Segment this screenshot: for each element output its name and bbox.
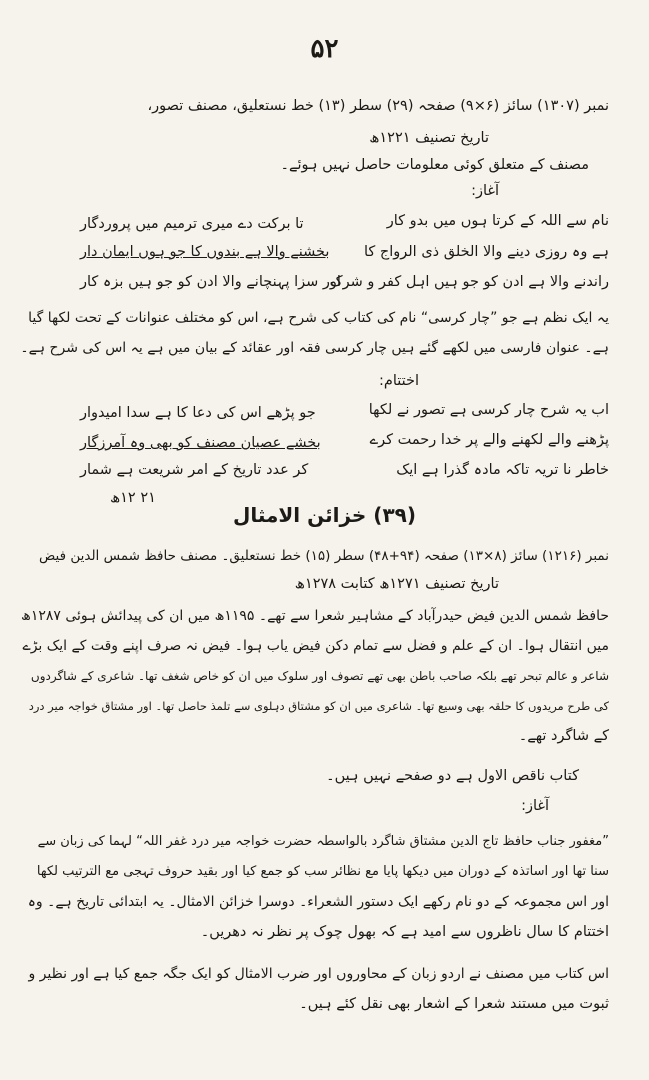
entry2-bio-line: کی طرح مریدوں کا حلقہ بھی وسیع تھا۔ شاعری میں ان کو مشتاق دہلوی سے تلمذ حاصل تھا۔ اور مشتاق خواجہ میر درد <box>28 699 609 713</box>
verse-left: بخشے عصیان مصنف کو بھی وہ آمرزگار <box>80 435 321 451</box>
entry1-date-line: تاریخ تصنیف ۱۲۲۱ھ <box>369 130 489 146</box>
verse-left: تا برکت دے میری ترمیم میں پروردگار <box>80 216 304 232</box>
verse-right: ہے وہ روزی دینے والا الخلق ذی الرواج کا <box>363 244 609 260</box>
verse-right: نام سے اللہ کے کرتا ہوں میں بدو کار <box>386 213 609 229</box>
entry2-title: (۳۹) خزائن الامثال <box>232 503 416 527</box>
entry1-closing-heading: اختتام: <box>378 373 419 389</box>
entry2-opening-heading: آغاز: <box>521 798 549 814</box>
entry2-bio-line: حافظ شمس الدین فیض حیدرآباد کے مشاہیر شعرا سے تھے۔ ۱۱۹۵ھ میں ان کی پیدائش ہوئی ۱۲۸۷ھ <box>21 608 609 624</box>
verse-left: بخشنے والا ہے بندوں کا جو ہوں ایمان دار <box>80 244 330 260</box>
entry2-summary-line: ثبوت میں مستند شعرا کے اشعار بھی نقل کئے ہیں۔ <box>299 996 609 1012</box>
entry2-meta-line: نمبر (۱۲۱۶) سائز (۸×۱۳) صفحہ (۹۴+۴۸) سطر (۱۵) خط نستعلیق۔ مصنف حافظ شمس الدین فیض <box>38 548 609 564</box>
entry1-opening-heading: آغاز: <box>471 183 499 199</box>
entry2-opening-line: اختتام کا سال ناظروں سے امید ہے کہ بھول چوک پر نظر نہ دھریں۔ <box>200 924 609 940</box>
entry2-opening-line: سنا تھا اور اساتذہ کے دوران میں دیکھا پایا مع نظائر سب کو جمع کیا اور بقید حروف تہجی مع الترتیب لکھا <box>36 864 609 879</box>
verse-right: پڑھنے والے لکھنے والے پر خدا رحمت کرے <box>369 432 609 448</box>
entry2-opening-line: ”مغفور جناب حافظ تاج الدین مشتاق شاگرد بالواسطہ حضرت خواجہ میر درد غفر اللہ“ لہما کی زبان سے <box>37 834 609 849</box>
verse-left: جو پڑھے اس کی دعا کا ہے سدا امیدوار <box>80 405 316 421</box>
verse-right: راندنے والا ہے ادن کو جو ہیں اہل کفر و شرک <box>329 274 609 290</box>
verse-left: کر عدد تاریخ کے امر شریعت ہے شمار <box>80 462 309 478</box>
entry2-summary-line: اس کتاب میں مصنف نے اردو زبان کے محاوروں اور ضرب الامثال کو ایک جگہ جمع کیا ہے اور نظیر و <box>28 966 609 982</box>
entry2-bio-line: شاعر و عالم تبحر تھے بلکہ صاحب باطن بھی تھے تصوف اور سلوک میں ان کو خاص شغف تھا۔ شاعری کے شاگردوں <box>30 669 609 683</box>
entry1-year-note: ۲۱ ۱۲ھ <box>110 490 156 506</box>
entry2-incomplete-note: کتاب ناقص الاول ہے دو صفحے نہیں ہیں۔ <box>326 768 579 784</box>
entry1-desc-line: ہے۔ عنوان فارسی میں لکھے گئے ہیں چار کرسی فقہ اور عقائد کے بیان میں ہے یہ اس کی شرح ہے۔ <box>20 340 609 356</box>
entry1-meta-line: نمبر (۱۳۰۷) سائز (۶×۹) صفحہ (۲۹) سطر (۱۳) خط نستعلیق، مصنف تصور، <box>147 98 609 114</box>
entry2-bio-line: میں انتقال ہوا۔ ان کے علم و فضل سے تمام دکن فیض یاب ہوا۔ فیض نہ صرف اپنے وقت کے ایک بڑے <box>22 638 609 654</box>
verse-left: اور سزا پہنچانے والا ادن کو جو ہیں بزہ کار <box>80 274 341 290</box>
page-number: ۵۲ <box>310 34 339 64</box>
entry2-bio-line: کے شاگرد تھے۔ <box>518 728 609 744</box>
entry2-date-line: تاریخ تصنیف ۱۲۷۱ھ کتابت ۱۲۷۸ھ <box>294 576 499 592</box>
entry2-opening-line: اور اس مجموعہ کے دو نام رکھے ایک دستور الشعراء۔ دوسرا خزائن الامثال۔ یہ ابتدائی تاریخ ہے۔ وہ <box>27 894 609 910</box>
verse-right: اب یہ شرح چار کرسی ہے تصور نے لکھا <box>368 402 609 418</box>
verse-right: خاطر نا تریہ تاکہ مادہ گذرا ہے ایک <box>396 462 609 478</box>
entry1-author-info: مصنف کے متعلق کوئی معلومات حاصل نہیں ہوئے۔ <box>280 157 589 173</box>
entry1-desc-line: یہ ایک نظم ہے جو ”چار کرسی“ نام کی کتاب کی شرح ہے، اس کو مختلف عنوانات کے تحت لکھا گیا <box>28 310 609 326</box>
